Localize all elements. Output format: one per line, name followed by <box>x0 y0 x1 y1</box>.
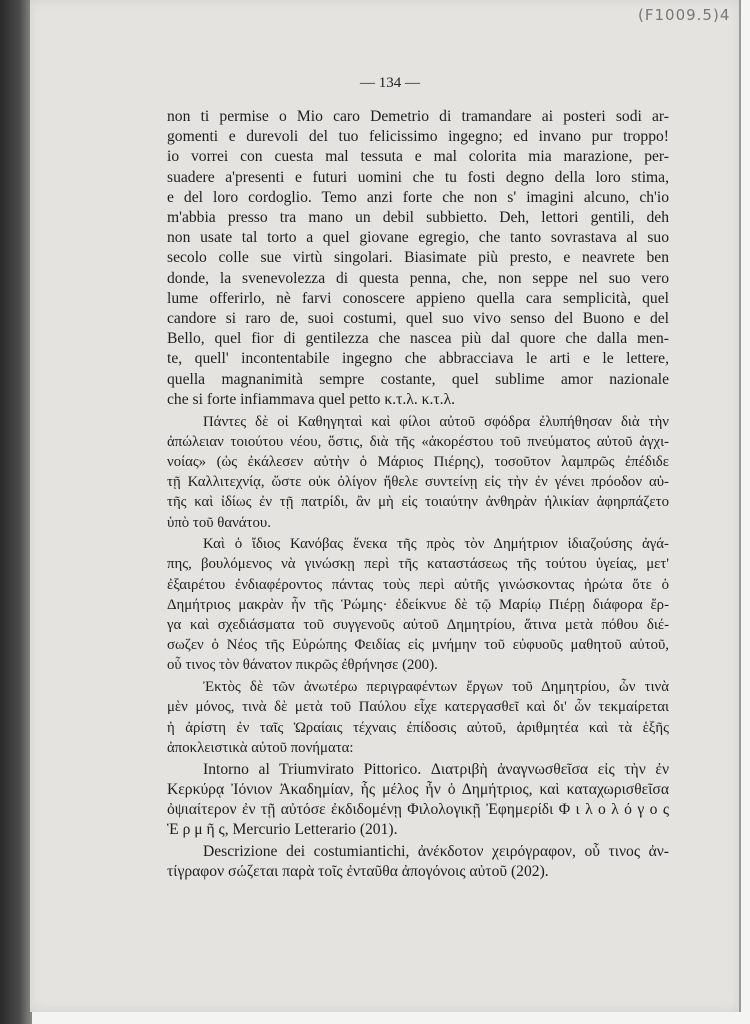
paragraph <box>167 760 669 841</box>
text-line: Ἐκτὸς δὲ τῶν ἀνωτέρω περιγραφέντων ἔργων τοῦ Δημητρίου, ὧν τινὰ <box>203 679 669 696</box>
text-line: e del loro cordoglio. Temo anzi forte che non s' imagini alcuno, ch'io <box>167 188 669 206</box>
text-line: te, quell' incontentabile ingegno che abbracciava le arti e le lettere, <box>167 350 669 368</box>
scan-left-edge <box>0 0 32 1024</box>
text-line: io vorrei con cuesta mal tessuta e mal colorita mia marazione, per- <box>167 148 669 166</box>
text-line: secolo colle sue virtù singolari. Biasimate più presto, e neavrete ben <box>167 249 669 267</box>
text-line: Πάντες δὲ οἱ Καθηγηταὶ καὶ φίλοι αὐτοῦ σφόδρα ἐλυπήθησαν διὰ τὴν <box>203 413 669 430</box>
text-line: τίγραφον σώζεται παρὰ τοῖς ἐνταῦθα ἀπογόνοις αὐτοῦ (202). <box>167 863 549 881</box>
text-line: Δημήτριος μακρὰν ἦν τῆς Ῥώμης· ἐδείκνυε δὲ τῷ Μαρίῳ Πιέρῃ διάφορα ἔρ- <box>167 596 669 613</box>
paragraph <box>167 677 669 758</box>
handwritten-annotation: (F1009.5)4 <box>638 6 731 24</box>
text-line: candore si raro de, suoi costumi, quel suo vivo senso del Buono e del <box>167 310 669 328</box>
text-line: ἐξαιρέτου ἐνδιαφέροντος πάντας τοὺς περὶ αὐτῆς γινώσκοντας ἠρώτα ὅτε ὁ <box>167 576 669 593</box>
text-line: γα καὶ σχεδιάσματα τοῦ συγγενοῦς αὐτοῦ Δημητρίου, ἅτινα μετὰ πόθου διέ- <box>167 617 669 634</box>
paragraph <box>167 412 669 533</box>
text-line: μὲν μόνος, τινὰ δὲ μετὰ τοῦ Παύλου εἶχε κατεργασθεῖ καὶ δι' ὧν τεκμαίρεται <box>167 699 669 716</box>
text-line: non usate tal torto a quel giovane egregio, che tanto sovrastava al suo <box>167 229 669 247</box>
text-line: gomenti e durevoli del tuo felicissimo ingegno; ed invano pur troppo! <box>167 128 669 146</box>
text-line: Bello, quel fior di gentilezza che nascea più dal quore che dalla men- <box>167 330 669 348</box>
text-line: πης, βουλόμενος νὰ γινώσκῃ περὶ τῆς καταστάσεως τῆς τούτου ὑγείας, μετ' <box>167 556 669 573</box>
text-line: non ti permise o Mio caro Demetrio di tramandare ai posteri sodi ar- <box>167 108 669 125</box>
text-line: m'abbia presso tra mano un debil subbietto. Deh, lettori gentili, deh <box>167 209 669 227</box>
paragraph <box>167 107 669 410</box>
text-line: ὀψιαίτερον ἐν τῇ αὐτόσε ἐκδιδομένῃ Φιλολογικῇ Ἐφημερίδι Φ ι λ ο λ ό γ ο ς <box>167 800 669 818</box>
text-line: Καὶ ὁ ἴδιος Κανόβας ἕνεκα τῆς πρὸς τὸν Δημήτριον ἰδιαζούσης ἀγά- <box>203 536 669 553</box>
text-line: ἀποκλειστικὰ αὐτοῦ πονήματα: <box>167 739 354 756</box>
text-line: τῆς καὶ ἰδίως ἐν τῇ πατρίδι, ἂν μὴ εἰς τοιαύτην ἀνθηρὰν ἡλικίαν ἀφηρπάζετο <box>167 494 669 511</box>
text-line: ἡ ἀρίστη ἐν ταῖς Ὡραίαις τέχναις ἐπίδοσις αὐτοῦ, ἀριθμητέα καὶ τὰ ἑξῆς <box>167 719 669 736</box>
page-right-edge <box>739 0 741 1012</box>
text-line: Κερκύρᾳ Ἰόνιον Ἀκαδημίαν, ἧς μέλος ἦν ὁ Δημήτριος, καὶ καταχωρισθεῖσα <box>167 780 669 798</box>
page-number: — 134 — <box>360 75 420 91</box>
text-line: donde, la svenevolezza di questa penna, che, non seppe nel suo vero <box>167 269 669 287</box>
text-line: quella magnanimità sempre costante, quel sublime amor nazionale <box>167 370 669 388</box>
text-line: σωζεν ὁ Νέος τῆς Εὐρώπης Φειδίας εἰς μνήμην τοῦ εὐφυοῦς μαθητοῦ αὐτοῦ, <box>167 637 669 654</box>
text-line: suadere a'presenti e futuri uomini che tu fosti degno della loro stima, <box>167 168 669 186</box>
paragraph <box>167 534 669 675</box>
text-line: lume offerirlo, nè farvi conoscere appieno quella cara semplicità, quel <box>167 289 669 307</box>
paragraph <box>167 842 669 882</box>
text-line: ἀπώλειαν τοιούτου νέου, ὅστις, διὰ τῆς «ἀκορέστου τοῦ πνεύματος αὐτοῦ ἀγχι- <box>167 433 669 450</box>
text-line: τῇ Καλλιτεχνίᾳ, ὥστε οὐκ ὀλίγον ἤθελε συντείνῃ εἰς τὴν ἐν γένει πρόοδον αὐ- <box>167 474 669 491</box>
text-line: Ἑ ρ μ ῆ ς, Mercurio Letterario (201). <box>167 821 398 839</box>
text-line: νοίας» (ὡς ἐκάλεσεν αὐτὴν ὁ Μάριος Πιέρης), τοσοῦτον λαμπρῶς ἐπέδιδε <box>167 453 669 470</box>
text-line: Intorno al Triumvirato Pittorico. Διατριβὴ ἀναγνωσθεῖσα εἰς τὴν ἐν <box>203 760 669 778</box>
text-line: ὑπὸ τοῦ θανάτου. <box>167 514 271 531</box>
body-text <box>167 107 669 884</box>
text-line: Descrizione dei costumiantichi, ἀνέκδοτον χειρόγραφον, οὗ τινος ἀν- <box>203 842 669 860</box>
text-line: che si forte infiammava quel petto κ.τ.λ. κ.τ.λ. <box>167 390 456 408</box>
text-line: οὗ τινος τὸν θάνατον πικρῶς ἐθρήνησε (200). <box>167 657 438 674</box>
